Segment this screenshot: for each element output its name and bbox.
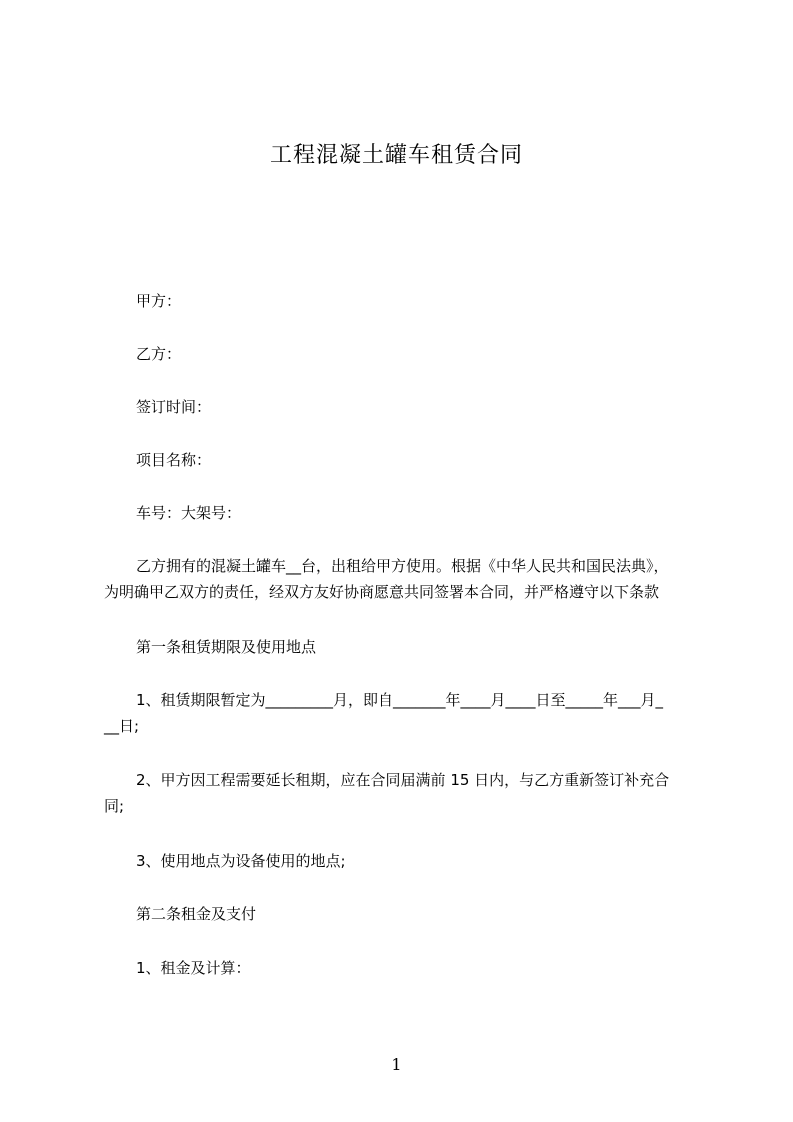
article-2-heading: 第二条租金及支付 xyxy=(136,905,257,923)
article-2-item-1: 1、租金及计算： xyxy=(136,959,251,977)
article-1-item-1 xyxy=(104,687,709,739)
vehicle-number-label: 车号：大架号： xyxy=(136,504,242,522)
article-1-item-1-line-2: __日; xyxy=(104,717,140,735)
intro-paragraph xyxy=(104,553,709,605)
article-1-item-2-line-2: 同; xyxy=(104,797,125,815)
project-name-label: 项目名称： xyxy=(136,451,212,469)
article-1-item-3: 3、使用地点为设备使用的地点; xyxy=(136,852,346,870)
article-1-heading: 第一条租赁期限及使用地点 xyxy=(136,638,317,656)
intro-line-2: 为明确甲乙双方的责任，经双方友好协商愿意共同签署本合同，并严格遵守以下条款 xyxy=(104,583,660,601)
party-b-label: 乙方： xyxy=(136,345,182,363)
article-1-item-1-line-1: 1、租赁期限暂定为_________月，即自_______年____月____日至_____年___月_ xyxy=(136,691,664,709)
party-a-label: 甲方： xyxy=(136,292,182,310)
article-1-item-2-line-1: 2、甲方因工程需要延长租期，应在合同届满前 15 日内，与乙方重新签订补充合 xyxy=(136,771,670,789)
article-1-item-2 xyxy=(104,767,709,819)
intro-line-1: 乙方拥有的混凝土罐车__台，出租给甲方使用。根据《中华人民共和国民法典》， xyxy=(136,557,669,575)
signing-time-label: 签订时间： xyxy=(136,398,212,416)
document-title: 工程混凝土罐车租赁合同 xyxy=(269,143,523,168)
page-number: 1 xyxy=(391,1055,402,1074)
